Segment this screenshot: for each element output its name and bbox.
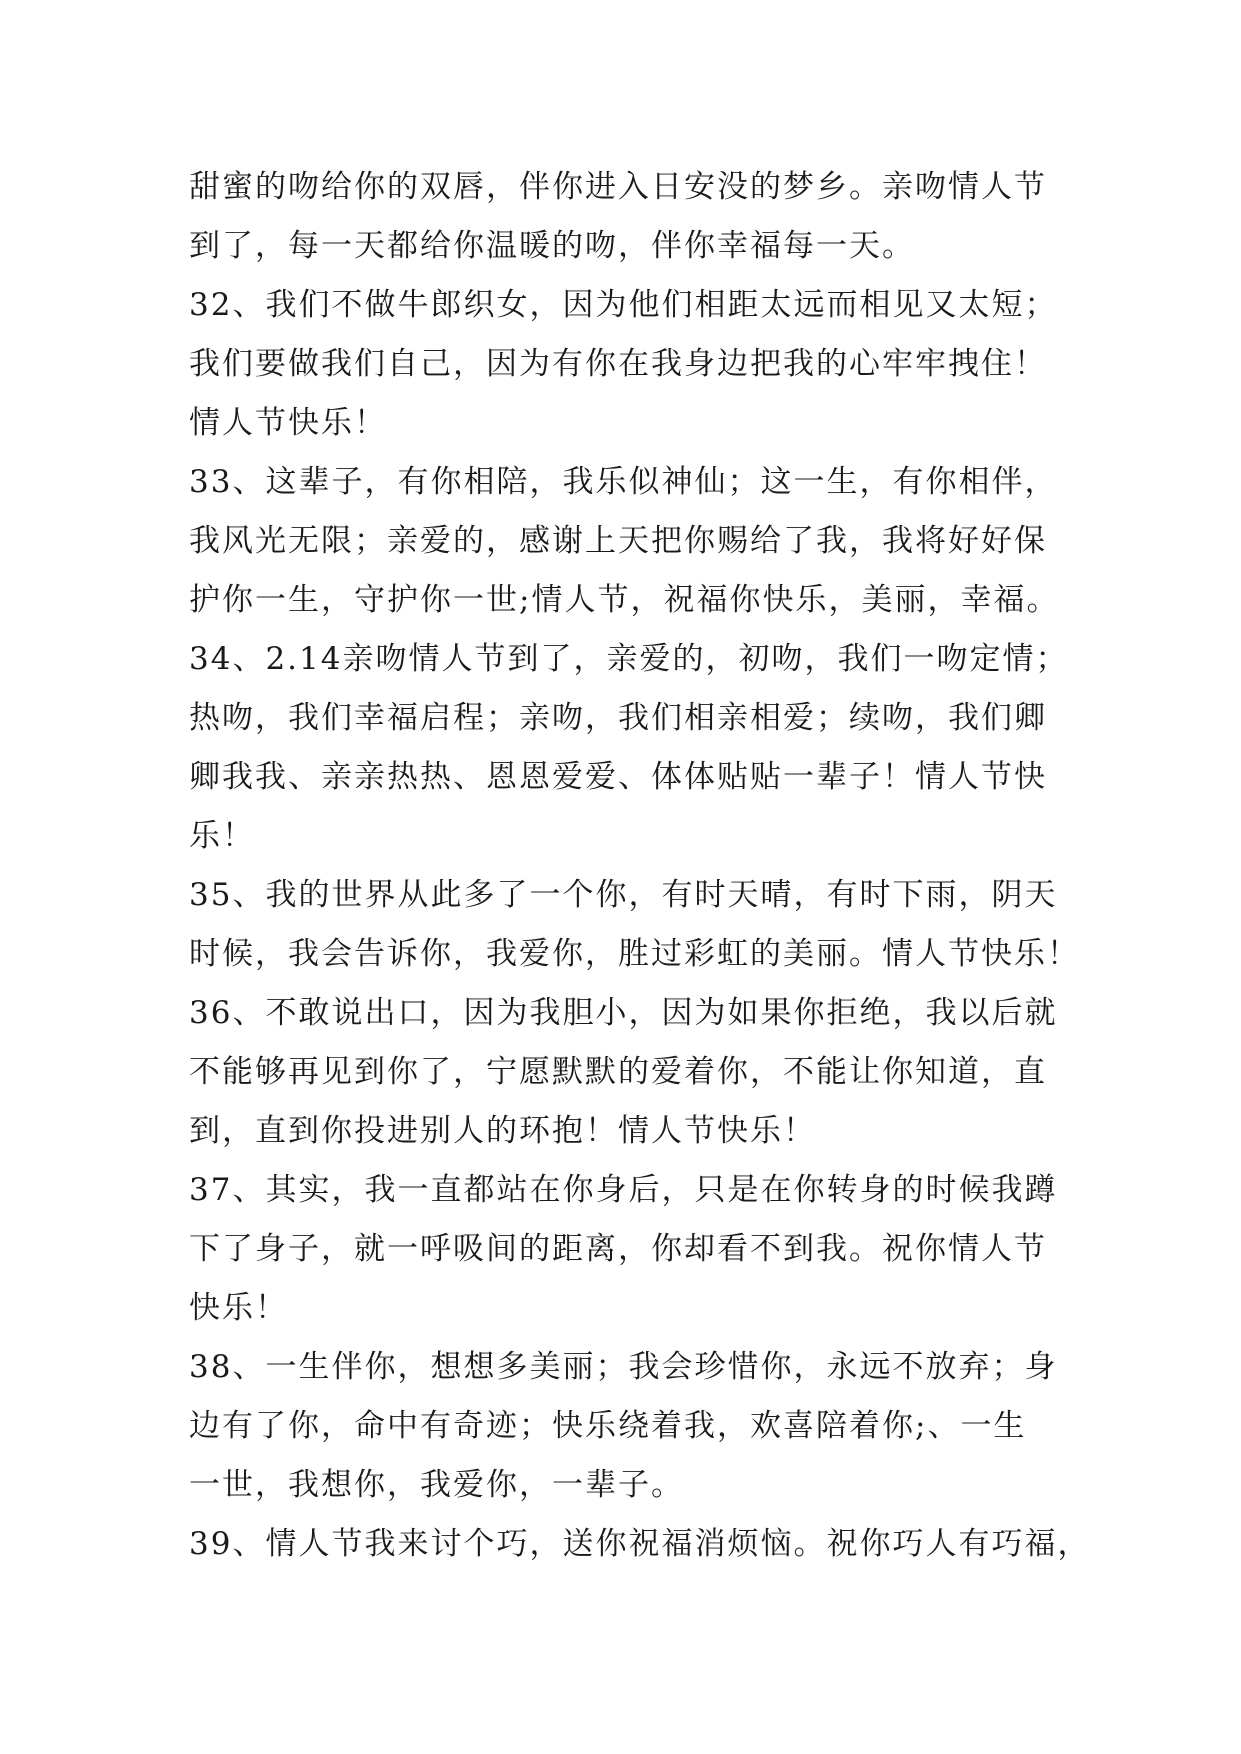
text-line: 34、2.14亲吻情人节到了，亲爱的，初吻，我们一吻定情； bbox=[189, 641, 1069, 677]
text-line: 32、我们不做牛郎织女，因为他们相距太远而相见又太短； bbox=[189, 287, 1058, 323]
text-line: 热吻，我们幸福启程；亲吻，我们相亲相爱；续吻，我们卿 bbox=[189, 700, 1047, 736]
text-line: 39、情人节我来讨个巧，送你祝福消烦恼。祝你巧人有巧福， bbox=[189, 1526, 1091, 1562]
text-line: 一世，我想你，我爱你，一辈子。 bbox=[189, 1467, 684, 1503]
text-line: 情人节快乐！ bbox=[189, 405, 387, 441]
text-line: 37、其实，我一直都站在你身后，只是在你转身的时候我蹲 bbox=[189, 1172, 1058, 1208]
text-line: 我风光无限；亲爱的，感谢上天把你赐给了我，我将好好保 bbox=[189, 523, 1047, 559]
text-line: 到了，每一天都给你温暖的吻，伴你幸福每一天。 bbox=[189, 228, 915, 264]
document-body bbox=[189, 158, 1091, 1574]
text-line: 甜蜜的吻给你的双唇，伴你进入日安没的梦乡。亲吻情人节 bbox=[189, 169, 1047, 205]
text-line: 不能够再见到你了，宁愿默默的爱着你，不能让你知道，直 bbox=[189, 1054, 1047, 1090]
text-line: 33、这辈子，有你相陪，我乐似神仙；这一生，有你相伴， bbox=[189, 464, 1058, 500]
text-line: 下了身子，就一呼吸间的距离，你却看不到我。祝你情人节 bbox=[189, 1231, 1047, 1267]
text-line: 38、一生伴你，想想多美丽；我会珍惜你，永远不放弃；身 bbox=[189, 1349, 1058, 1385]
text-line: 快乐！ bbox=[189, 1290, 288, 1326]
text-line: 时候，我会告诉你，我爱你，胜过彩虹的美丽。情人节快乐！ bbox=[189, 936, 1080, 972]
text-line: 边有了你，命中有奇迹；快乐绕着我，欢喜陪着你;、一生 bbox=[189, 1408, 1027, 1444]
text-line: 卿我我、亲亲热热、恩恩爱爱、体体贴贴一辈子！情人节快 bbox=[189, 759, 1047, 795]
text-line: 到，直到你投进别人的环抱！情人节快乐！ bbox=[189, 1113, 816, 1149]
text-line: 35、我的世界从此多了一个你，有时天晴，有时下雨，阴天 bbox=[189, 877, 1058, 913]
text-line: 36、不敢说出口，因为我胆小，因为如果你拒绝，我以后就 bbox=[189, 995, 1058, 1031]
text-line: 乐！ bbox=[189, 818, 255, 854]
text-line: 护你一生，守护你一世;情人节，祝福你快乐，美丽，幸福。 bbox=[189, 582, 1060, 618]
text-line: 我们要做我们自己，因为有你在我身边把我的心牢牢拽住！ bbox=[189, 346, 1047, 382]
